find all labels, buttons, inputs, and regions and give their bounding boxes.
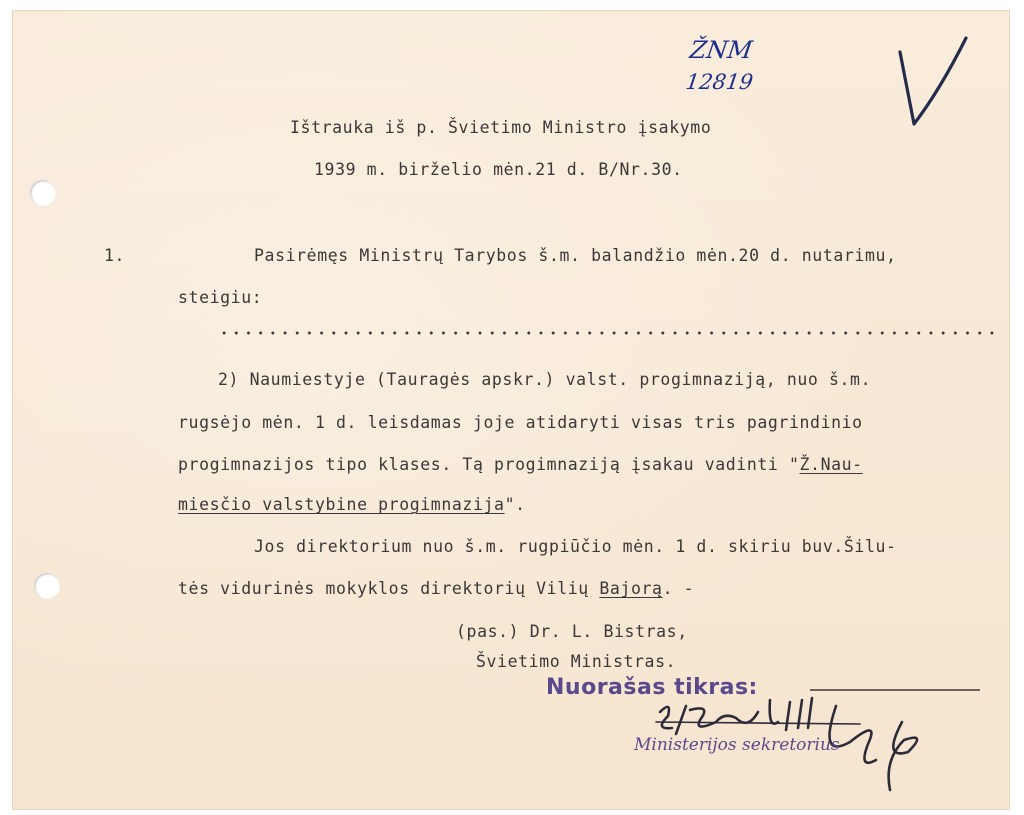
signature-name: (pas.) Dr. L. Bistras, <box>456 622 688 641</box>
paragraph2-line3-text: progimnazijos tipo klases. Tą progimnaziją įsakau vadinti " <box>178 455 800 474</box>
handwritten-code: ŽNM <box>688 36 755 64</box>
paragraph2-line4-text: ". <box>504 495 526 514</box>
item-intro-line2: steigiu: <box>178 288 263 307</box>
paragraph2-line2: rugsėjo mėn. 1 d. leisdamas joje atidaryti visas tris pagrindinio <box>178 413 863 432</box>
paragraph3-line2-text: tės vidurinės mokyklos direktorių Vilių <box>178 579 600 598</box>
paragraph3-line1: Jos direktorium nuo š.m. rugpiūčio mėn. 1 d. skiriu buv.Šilu- <box>254 537 897 556</box>
item-number: 1. <box>104 246 126 265</box>
paragraph2-line1: 2) Naumiestyje (Tauragės apskr.) valst. progimnaziją, nuo š.m. <box>218 370 872 389</box>
item-intro-line1: Pasirėmęs Ministrų Tarybos š.m. balandžio mėn.20 d. nutarimu, <box>254 246 897 265</box>
school-name-part1: Ž.Nau- <box>799 455 863 474</box>
stamp-role: Ministerijos sekretorius <box>634 735 840 755</box>
heading-date: 1939 m. birželio mėn.21 d. B/Nr.30. <box>314 160 683 179</box>
paragraph3-line2-end: . - <box>662 579 695 598</box>
director-surname: Bajorą <box>599 579 663 598</box>
signature-title: Švietimo Ministras. <box>476 652 677 671</box>
heading-title: Ištrauka iš p. Švietimo Ministro įsakymo <box>290 118 712 137</box>
school-name-part2: miesčio valstybine progimnazija <box>178 495 505 514</box>
handwritten-number: 12819 <box>684 70 755 94</box>
stamp-title: Nuorašas tikras: <box>546 675 758 700</box>
